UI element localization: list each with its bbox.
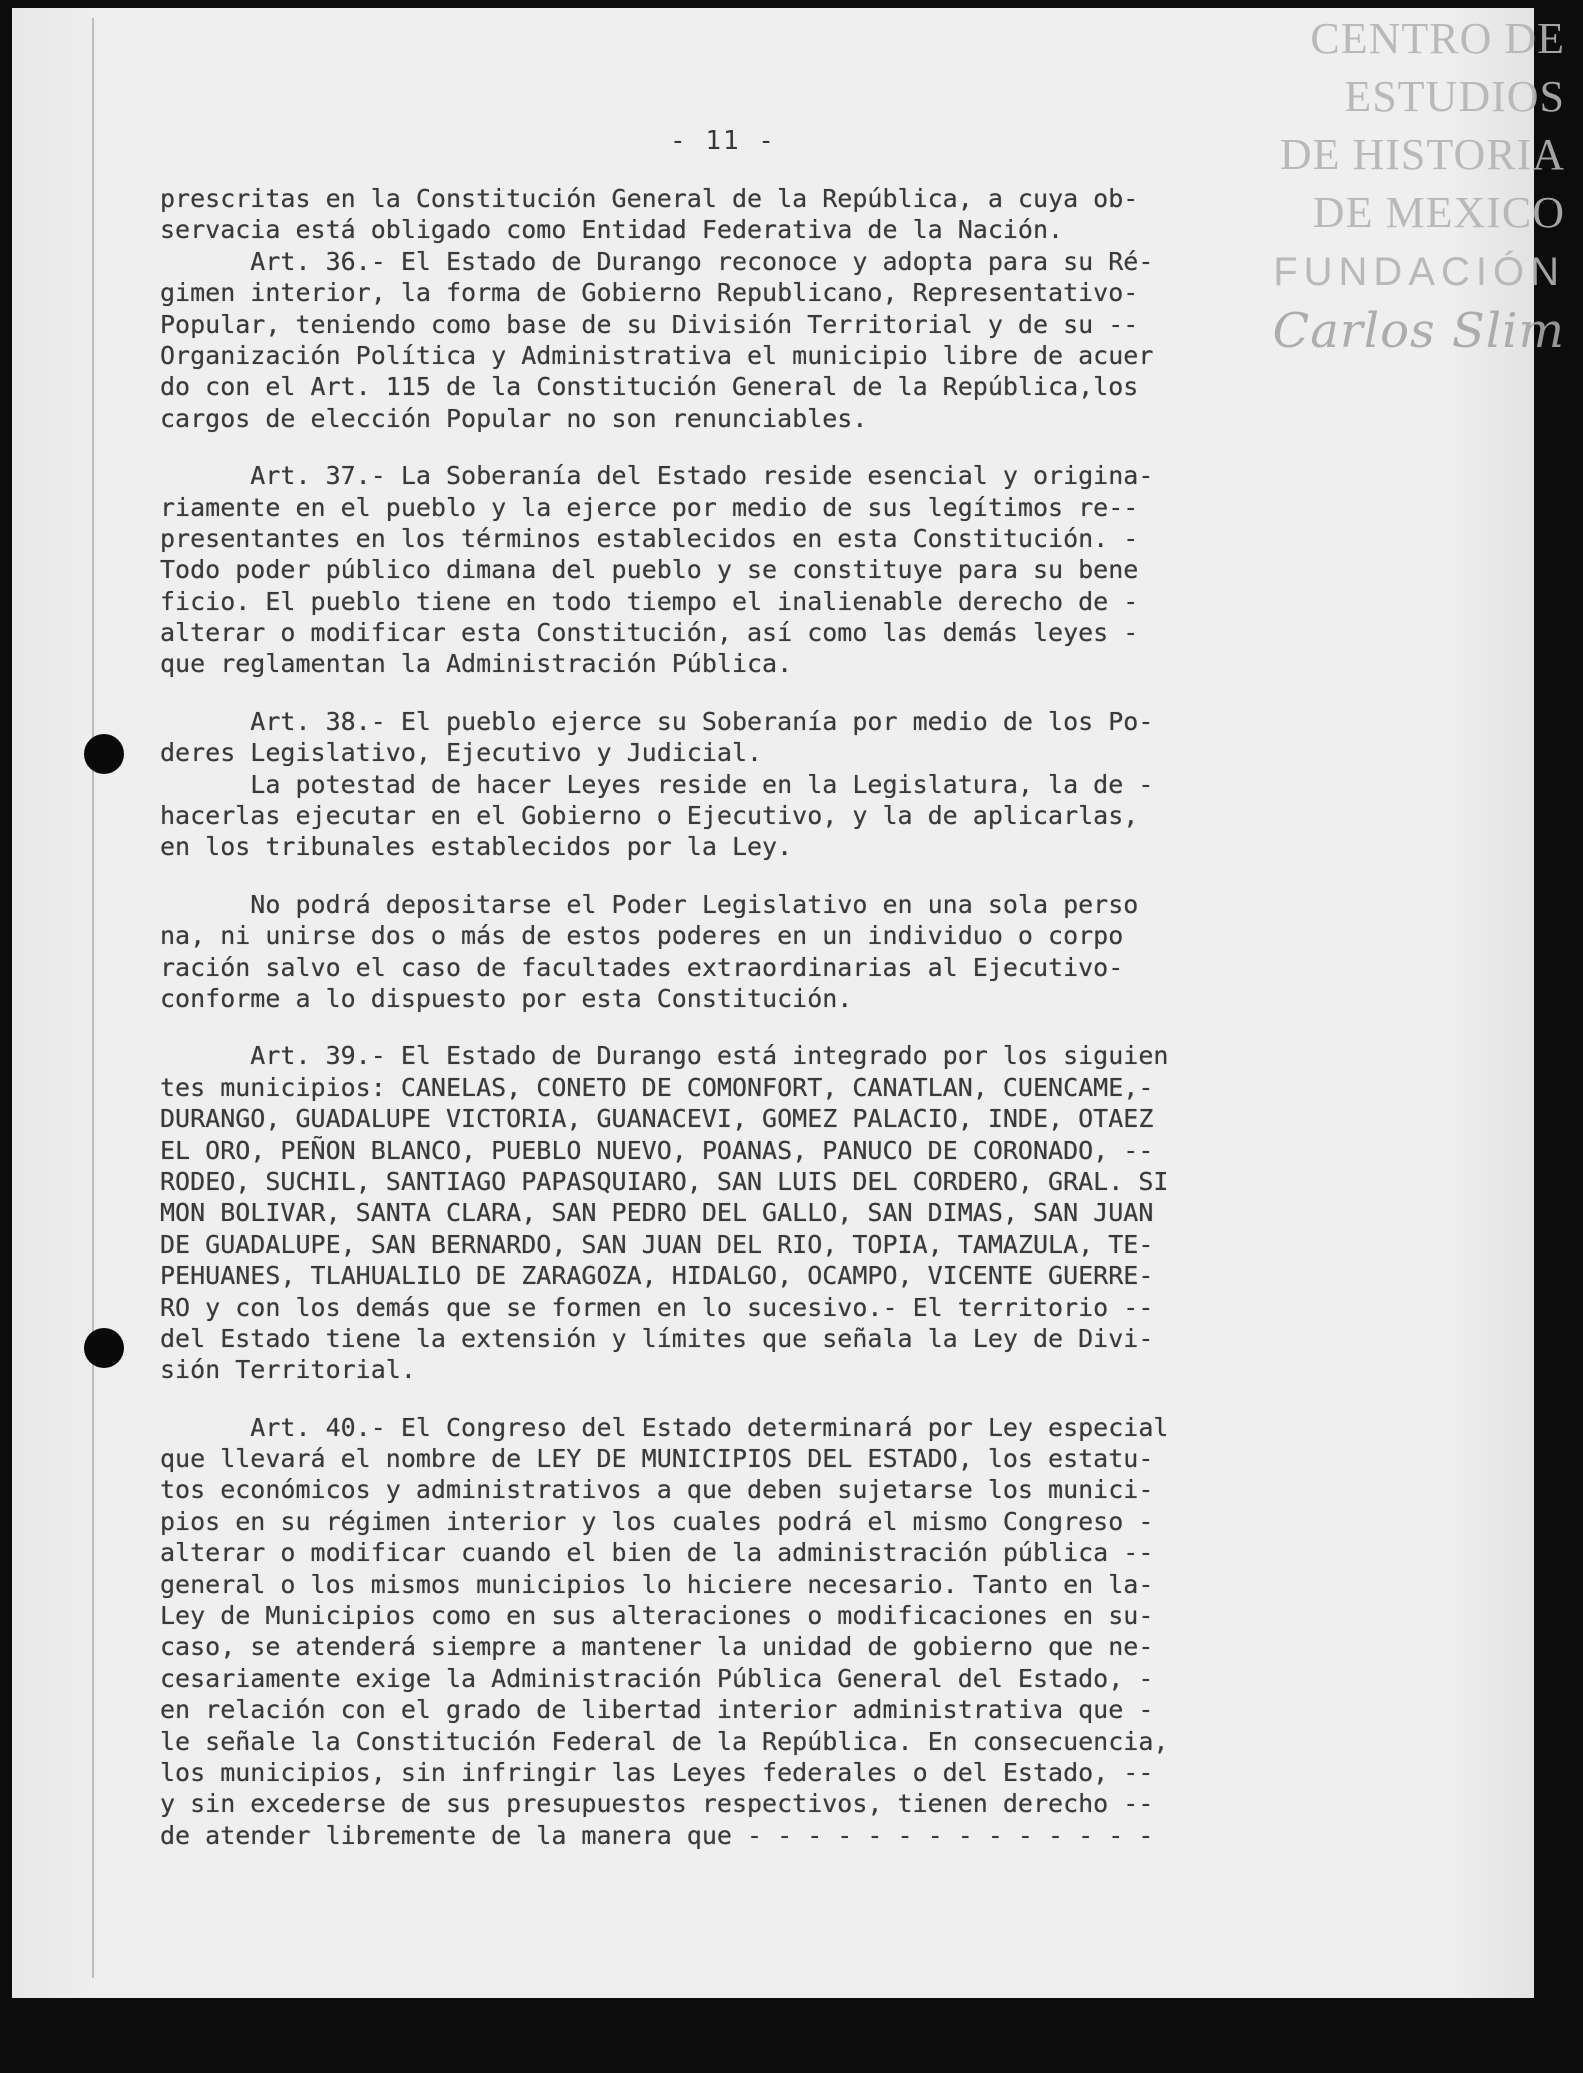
text-line: conforme a lo dispuesto por esta Constitución. — [160, 983, 853, 1013]
text-line: caso, se atenderá siempre a mantener la unidad de gobierno que ne- — [160, 1632, 1154, 1662]
punch-hole-upper — [84, 734, 124, 774]
text-line: Ley de Municipios como en sus alteraciones o modificaciones en su- — [160, 1601, 1154, 1631]
text-line: en los tribunales establecidos por la Ley. — [160, 832, 793, 862]
text-line: cesariamente exige la Administración Pública General del Estado, - — [160, 1663, 1154, 1693]
paragraph-gap — [160, 1014, 1410, 1040]
watermark-line: ESTUDIOS — [1344, 72, 1565, 121]
watermark-signature: Carlos Slim — [1272, 303, 1565, 359]
body-text — [160, 183, 1410, 1851]
text-line: DE GUADALUPE, SAN BERNARDO, SAN JUAN DEL RIO, TOPIA, TAMAZULA, TE- — [160, 1229, 1154, 1259]
text-line: del Estado tiene la extensión y límites que señala la Ley de Divi- — [160, 1323, 1154, 1353]
text-line: na, ni unirse dos o más de estos poderes en un individuo o corpo — [160, 921, 1124, 951]
text-line: pios en su régimen interior y los cuales podrá el mismo Congreso - — [160, 1506, 1154, 1536]
text-line: servacia está obligado como Entidad Federativa de la Nación. — [160, 215, 1064, 245]
watermark-line: DE MEXICO — [1312, 188, 1565, 237]
text-line: La potestad de hacer Leyes reside en la Legislatura, la de - — [160, 769, 1154, 799]
text-line: que reglamentan la Administración Pública. — [160, 649, 793, 679]
text-line: Art. 39.- El Estado de Durango está integrado por los siguien — [160, 1041, 1169, 1071]
text-line: y sin excederse de sus presupuestos respectivos, tienen derecho -- — [160, 1789, 1154, 1819]
text-line: en relación con el grado de libertad interior administrativa que - — [160, 1695, 1154, 1725]
archive-watermark — [1225, 10, 1565, 360]
text-line: Organización Política y Administrativa el municipio libre de acuer — [160, 340, 1154, 370]
paragraph-gap — [160, 434, 1410, 460]
text-line: Art. 36.- El Estado de Durango reconoce y adopta para su Ré- — [160, 246, 1154, 276]
paragraph-gap — [160, 680, 1410, 706]
margin-rule — [92, 18, 94, 1978]
paragraph-gap — [160, 863, 1410, 889]
text-line: RODEO, SUCHIL, SANTIAGO PAPASQUIARO, SAN LUIS DEL CORDERO, GRAL. SI — [160, 1166, 1169, 1196]
text-line: MON BOLIVAR, SANTA CLARA, SAN PEDRO DEL GALLO, SAN DIMAS, SAN JUAN — [160, 1198, 1154, 1228]
text-line: alterar o modificar cuando el bien de la administración pública -- — [160, 1538, 1154, 1568]
watermark-line: DE HISTORIA — [1279, 130, 1565, 179]
text-line: los municipios, sin infringir las Leyes federales o del Estado, -- — [160, 1757, 1154, 1787]
text-line: RO y con los demás que se formen en lo sucesivo.- El territorio -- — [160, 1292, 1154, 1322]
watermark-foundation: FUNDACIÓN — [1273, 250, 1565, 294]
watermark-line: CENTRO DE — [1310, 14, 1565, 63]
text-line: que llevará el nombre de LEY DE MUNICIPIOS DEL ESTADO, los estatu- — [160, 1444, 1154, 1474]
text-line: alterar o modificar esta Constitución, así como las demás leyes - — [160, 618, 1139, 648]
text-line: PEHUANES, TLAHUALILO DE ZARAGOZA, HIDALGO, OCAMPO, VICENTE GUERRE- — [160, 1261, 1154, 1291]
page-number: - 11 - — [670, 126, 776, 156]
text-line: Art. 38.- El pueblo ejerce su Soberanía por medio de los Po- — [160, 706, 1154, 736]
text-line: tes municipios: CANELAS, CONETO DE COMONFORT, CANATLAN, CUENCAME,- — [160, 1072, 1154, 1102]
text-line: cargos de elección Popular no son renunciables. — [160, 403, 868, 433]
text-line: Art. 37.- La Soberanía del Estado reside esencial y origina- — [160, 461, 1154, 491]
text-line: ración salvo el caso de facultades extraordinarias al Ejecutivo- — [160, 952, 1124, 982]
text-line: do con el Art. 115 de la Constitución General de la República,los — [160, 372, 1139, 402]
text-line: tos económicos y administrativos a que deben sujetarse los munici- — [160, 1475, 1154, 1505]
text-line: No podrá depositarse el Poder Legislativo en una sola perso — [160, 889, 1139, 919]
text-line: le señale la Constitución Federal de la República. En consecuencia, — [160, 1726, 1169, 1756]
text-line: Popular, teniendo como base de su División Territorial y de su -- — [160, 309, 1139, 339]
text-line: de atender libremente de la manera que - - - - - - - - - - - - - - — [160, 1820, 1154, 1850]
text-line: hacerlas ejecutar en el Gobierno o Ejecutivo, y la de aplicarlas, — [160, 801, 1139, 831]
punch-hole-lower — [84, 1328, 124, 1368]
paragraph-gap — [160, 1386, 1410, 1412]
text-line: presentantes en los términos establecidos en esta Constitución. - — [160, 523, 1139, 553]
text-line: ficio. El pueblo tiene en todo tiempo el inalienable derecho de - — [160, 586, 1139, 616]
text-line: Todo poder público dimana del pueblo y se constituye para su bene — [160, 555, 1139, 585]
text-line: gimen interior, la forma de Gobierno Republicano, Representativo- — [160, 278, 1139, 308]
text-line: deres Legislativo, Ejecutivo y Judicial. — [160, 738, 763, 768]
text-line: sión Territorial. — [160, 1355, 416, 1385]
text-line: Art. 40.- El Congreso del Estado determinará por Ley especial — [160, 1412, 1169, 1442]
text-line: prescritas en la Constitución General de la República, a cuya ob- — [160, 184, 1139, 213]
text-line: DURANGO, GUADALUPE VICTORIA, GUANACEVI, GOMEZ PALACIO, INDE, OTAEZ — [160, 1104, 1154, 1134]
text-line: riamente en el pueblo y la ejerce por medio de sus legítimos re-- — [160, 492, 1139, 522]
text-line: general o los mismos municipios lo hiciere necesario. Tanto en la- — [160, 1569, 1154, 1599]
text-line: EL ORO, PEÑON BLANCO, PUEBLO NUEVO, POANAS, PANUCO DE CORONADO, -- — [160, 1135, 1154, 1165]
